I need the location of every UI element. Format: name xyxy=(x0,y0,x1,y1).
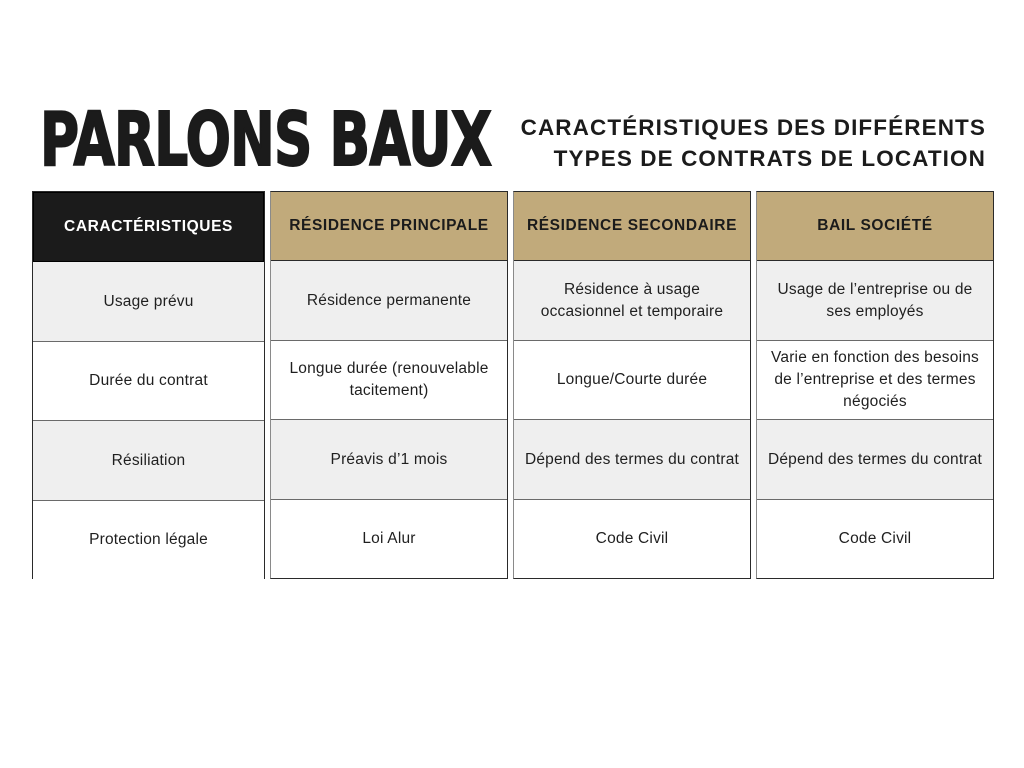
column-bail-societe xyxy=(756,191,994,579)
column-header: BAIL SOCIÉTÉ xyxy=(757,192,993,261)
table-cell: Durée du contrat xyxy=(33,341,264,420)
table-cell: Dépend des termes du contrat xyxy=(514,419,750,499)
table-cell: Résiliation xyxy=(33,420,264,500)
subtitle-line-1: CARACTÉRISTIQUES DES DIFFÉRENTS xyxy=(520,115,986,140)
table-cell: Longue durée (renouvelable tacitement) xyxy=(271,340,507,419)
table-cell: Varie en fonction des besoins de l’entreprise et des termes négociés xyxy=(757,340,993,419)
table-cell: Usage prévu xyxy=(33,262,264,341)
brand-title: PARLONS BAUX xyxy=(40,97,492,183)
column-header: CARACTÉRISTIQUES xyxy=(33,192,264,262)
table-cell: Usage de l’entreprise ou de ses employés xyxy=(757,261,993,340)
column-residence-principale xyxy=(270,191,508,579)
table-cell: Résidence permanente xyxy=(271,261,507,340)
column-residence-secondaire xyxy=(513,191,751,579)
page-subtitle xyxy=(521,112,986,174)
table-cell: Résidence à usage occasionnel et temporaire xyxy=(514,261,750,340)
column-header: RÉSIDENCE PRINCIPALE xyxy=(271,192,507,261)
table-cell: Dépend des termes du contrat xyxy=(757,419,993,499)
table-cell: Code Civil xyxy=(757,499,993,578)
table-cell: Loi Alur xyxy=(271,499,507,578)
table-cell: Préavis d’1 mois xyxy=(271,419,507,499)
table-cell: Protection légale xyxy=(33,500,264,579)
column-header: RÉSIDENCE SECONDAIRE xyxy=(514,192,750,261)
table-cell: Longue/Courte durée xyxy=(514,340,750,419)
table-cell: Code Civil xyxy=(514,499,750,578)
column-caracteristiques xyxy=(32,191,265,579)
subtitle-line-2: TYPES DE CONTRATS DE LOCATION xyxy=(553,146,986,171)
